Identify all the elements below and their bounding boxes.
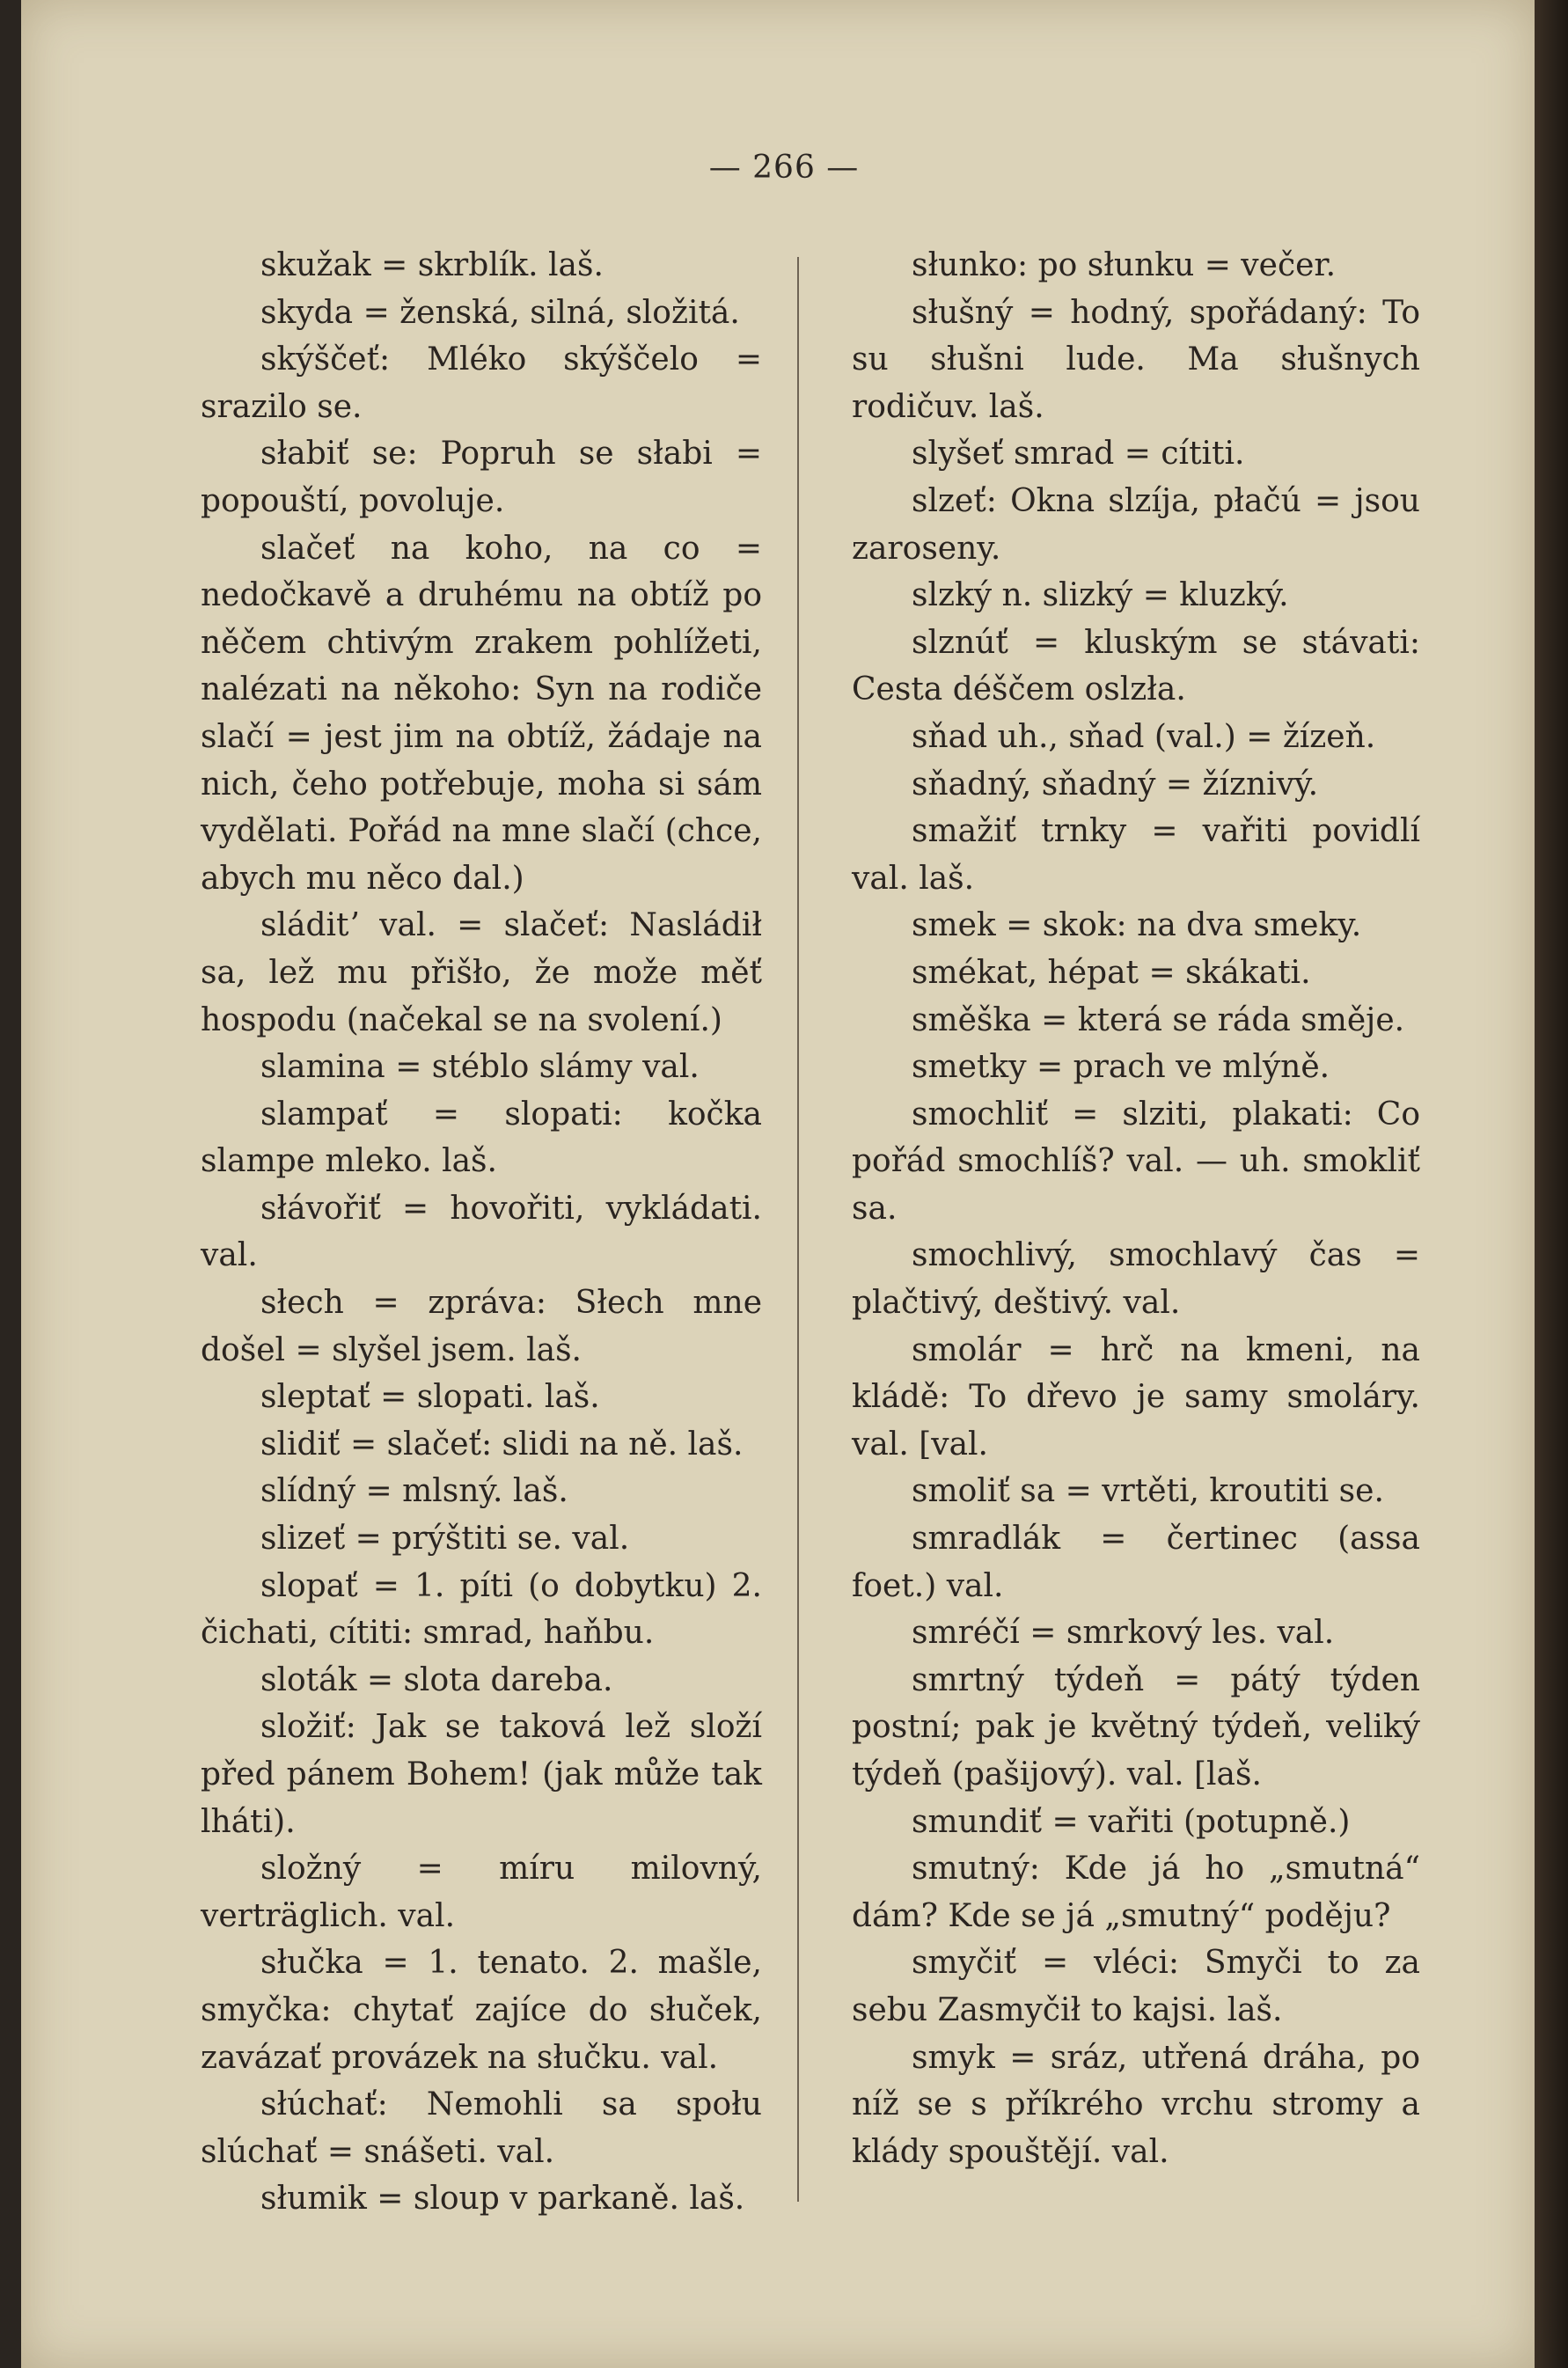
dictionary-entry: slampať = slopati: kočka slampe mleko. laš. [201,1096,762,1180]
dictionary-entry: skýščeť: Mléko skýščelo = srazilo se. [201,341,762,425]
dictionary-entry: słunko: po słunku = večer. [912,247,1337,283]
dictionary-entry: slznúť = kluským se stávati: Cesta déščem oslzła. [852,624,1420,708]
dictionary-entry: sňadný, sňadný = žíznivý. [912,766,1319,803]
dictionary-entry: slizeť = prýštiti se. val. [260,1521,630,1558]
right-column [852,242,1420,2175]
column-divider [797,257,799,2202]
dictionary-entry: smochlivý, smochlavý čas = plačtivý, deštivý. val. [852,1237,1420,1322]
left-column [201,242,762,2223]
dictionary-entry: smek = skok: na dva smeky. [912,907,1362,944]
dictionary-entry: słumik = sloup v parkaně. laš. [260,2181,745,2218]
dictionary-entry: slyšeť smrad = cítiti. [912,436,1245,473]
dictionary-entry: słech = zpráva: Słech mne došel = slyšel jsem. laš. [201,1285,762,1368]
page-edge [1535,0,1568,2368]
dictionary-entry: sláditʼ val. = slačeť: Nasládił sa, lež mu přišło, že može měť hospodu (načekal se na svolení.) [201,907,762,1038]
dictionary-entry: słabiť se: Popruh se słabi = popouští, povoluje. [201,436,762,519]
dictionary-entry: smažiť trnky = vařiti povidlí val. laš. [852,813,1420,897]
dictionary-entry: smyčiť = vléci: Smyči to za sebu Zasmyčił to kajsi. laš. [852,1945,1420,2028]
dictionary-entry: sloták = slota dareba. [260,1661,613,1698]
dictionary-entry: smékat, hépat = skákati. [912,954,1311,991]
dictionary-entry: smradlák = čertinec (assa foet.) val. [852,1521,1420,1604]
dictionary-entry: slopať = 1. píti (o dobytku) 2. čichati, cítiti: smrad, haňbu. [201,1567,762,1652]
dictionary-entry: slídný = mlsný. laš. [260,1473,568,1510]
dictionary-entry: slidiť = slačeť: slidi na ně. laš. [260,1426,744,1463]
dictionary-entry: slzeť: Okna slzíja, płačú = jsou zaroseny. [852,482,1420,567]
dictionary-entry: słávořiť = hovořiti, vykládati. val. [201,1190,762,1274]
dictionary-entry: smolár = hrč na kmeni, na kládě: To dřevo je samy smoláry. val. [val. [852,1331,1420,1463]
dictionary-entry: słúchať: Nemohli sa społu slúchať = snášeti. val. [201,2086,762,2170]
page-number: — 266 — [708,150,860,186]
dictionary-entry: smréčí = smrkový les. val. [912,1615,1335,1652]
dictionary-entry: słušný = hodný, spořádaný: To su słušni lude. Ma słušnych rodičuv. laš. [852,294,1420,425]
dictionary-entry: sleptať = slopati. laš. [260,1379,600,1416]
dictionary-entry: složiť: Jak se taková lež složí před pánem Bohem! (jak může tak lháti). [201,1709,762,1840]
dictionary-entry: smetky = prach ve mlýně. [912,1049,1330,1086]
dictionary-entry: slamina = stéblo slámy val. [260,1049,700,1086]
dictionary-entry: směška = která se ráda směje. [912,1001,1405,1038]
dictionary-entry: smoliť sa = vrtěti, kroutiti se. [912,1473,1384,1510]
dictionary-entry: skyda = ženská, silná, složitá. [260,294,740,331]
dictionary-entry: slzký n. slizký = kluzký. [912,577,1289,614]
dictionary-entry: složný = míru milovný, verträglich. val. [201,1851,762,1934]
dictionary-entry: słučka = 1. tenato. 2. mašle, smyčka: chytať zajíce do słuček, zavázať provázek na słučku. val. [201,1945,762,2076]
dictionary-entry: sňad uh., sňad (val.) = žízeň. [912,718,1376,755]
dictionary-entry: smutný: Kde já ho „smutná“ dám? Kde se já „smutný“ poděju? [852,1851,1420,1934]
dictionary-entry: smochliť = slziti, plakati: Co pořád smochlíš? val. — uh. smokliť sa. [852,1096,1420,1227]
dictionary-entry: smundiť = vařiti (potupně.) [912,1803,1351,1840]
dictionary-entry: smyk = sráz, utřená dráha, po níž se s příkrého vrchu stromy a klády spouštějí. val. [852,2039,1420,2170]
dictionary-entry: skužak = skrblík. laš. [260,247,604,283]
dictionary-entry: smrtný týdeň = pátý týden postní; pak je květný týdeň, veliký týdeň (pašijový). val. [laš. [852,1661,1420,1792]
dictionary-entry: slačeť na koho, na co = nedočkavě a druhému na obtíž po něčem chtivým zrakem pohlížeti, nalézati na někoho: Syn na rodiče slačí = jest jim na obtíž, žádaje na nich, čeho potřebuje, moha si sám vydělati. Pořád na mne slačí (chce, abych mu něco dal.) [201,530,762,897]
